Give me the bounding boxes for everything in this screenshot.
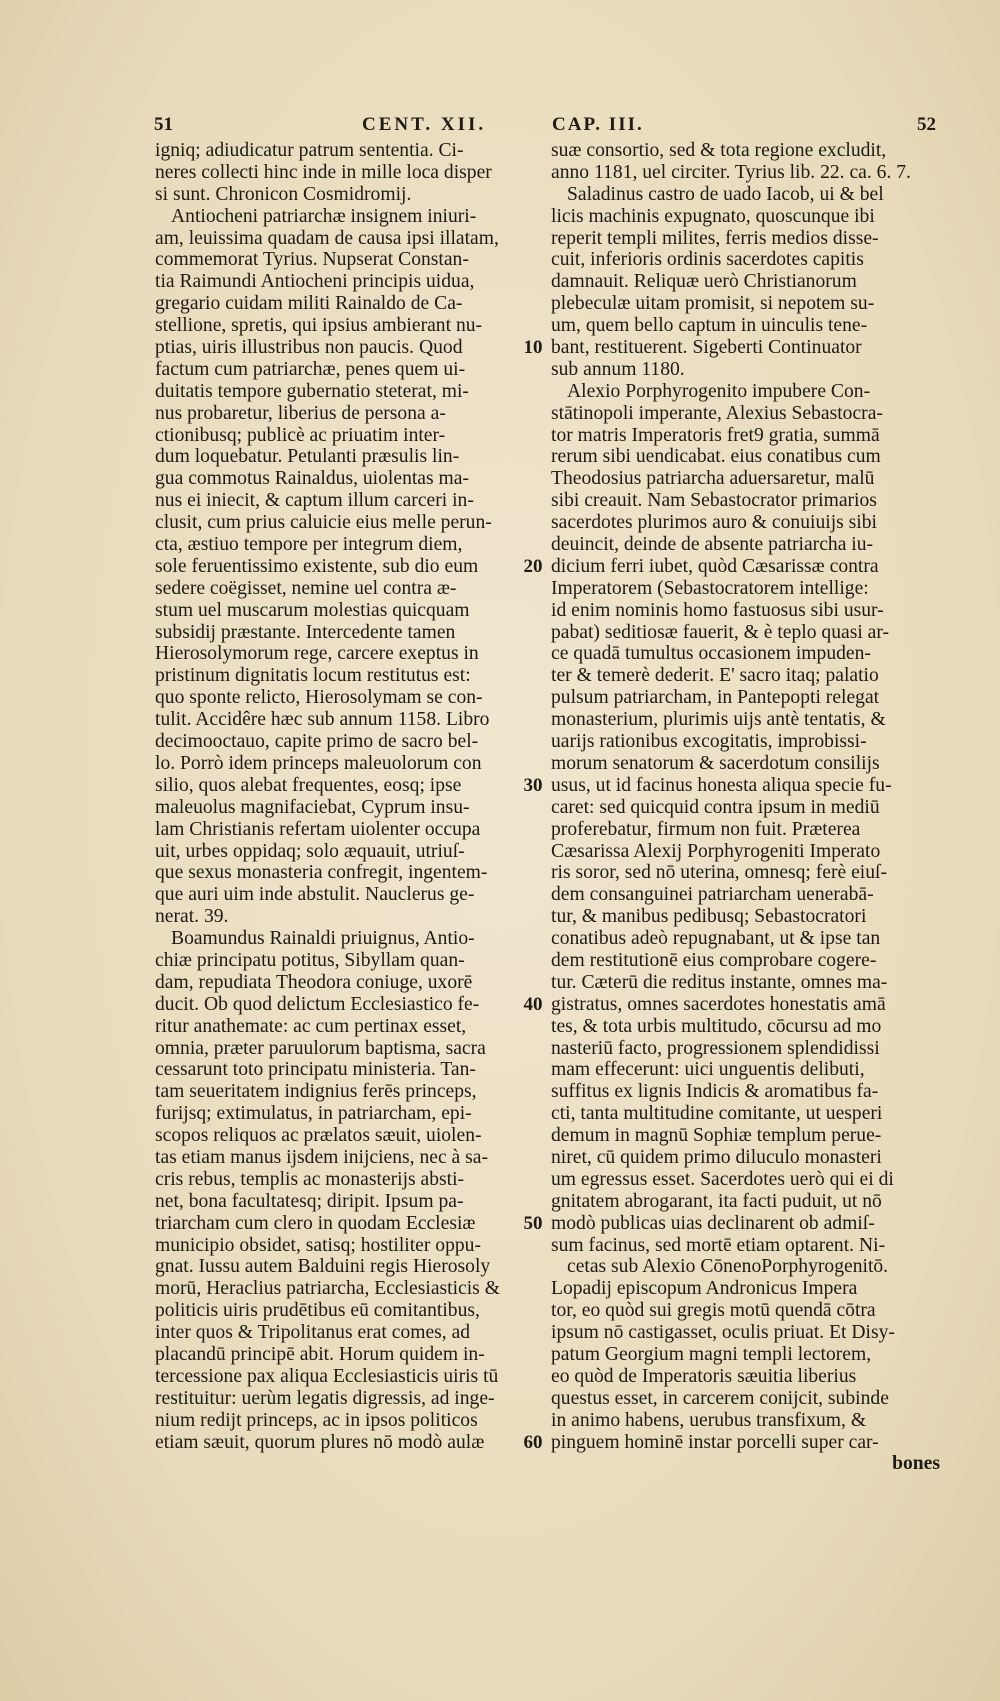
text-line: quo sponte relicto, Hierosolymam se con- — [155, 687, 483, 709]
text-line: tor matris Imperatoris fret9 gratia, summā — [551, 424, 880, 446]
text-line: niret, cū quidem primo diluculo monasteri — [551, 1146, 882, 1168]
text-line: pabat) seditiosæ fauerit, & è teplo quasi ar- — [551, 621, 890, 643]
text-line: caret: sed quicquid contra ipsum in mediū — [551, 796, 880, 818]
text-line: ptias, uiris illustribus non paucis. Quod — [155, 337, 463, 359]
text-line: Hierosolymorum rege, carcere exeptus in — [155, 643, 479, 665]
text-line: factum cum patriarchæ, penes quem ui- — [155, 358, 466, 380]
text-line: silio, quos alebat frequentes, eosq; ipse — [155, 774, 462, 796]
line-number: 50 — [523, 1213, 543, 1235]
text-line: licis machinis expugnato, quoscunque ibi — [551, 205, 875, 227]
text-line: gua commotus Rainaldus, uiolentas ma- — [155, 468, 469, 490]
left-column — [155, 140, 513, 1453]
text-line: modò publicas uias declinarent ob admiſ- — [551, 1212, 875, 1234]
text-line: decimooctauo, capite primo de sacro bel- — [155, 731, 479, 753]
text-line: uarijs rationibus excogitatis, improbissi- — [551, 731, 867, 753]
line-number: 20 — [523, 556, 543, 578]
text-line: igniq; adiudicatur patrum sententia. Ci- — [155, 140, 464, 161]
text-line: anno 1181, uel circiter. Tyrius lib. 22. ca. 6. 7. — [551, 161, 911, 183]
text-line: si sunt. Chronicon Cosmidromij. — [155, 183, 412, 205]
text-line: ritur anathemate: ac cum pertinax esset, — [155, 1015, 467, 1037]
text-line: um egressus esset. Sacerdotes uerò qui ei di — [551, 1168, 894, 1190]
text-line: suæ consortio, sed & tota regione excludit, — [551, 140, 887, 161]
text-line: um, quem bello captum in uinculis tene- — [551, 315, 868, 337]
text-line: am, leuissima quadam de causa ipsi illatam, — [155, 227, 499, 249]
text-line: tulit. Accidêre hæc sub annum 1158. Libro — [155, 709, 490, 731]
text-line: net, bona facultatesq; diripit. Ipsum pa- — [155, 1190, 464, 1212]
text-line: ter & temerè dederit. E' sacro itaq; palatio — [551, 665, 879, 687]
text-line: Boamundus Rainaldi priuignus, Antio- — [171, 928, 475, 950]
text-line: morū, Heraclius patriarcha, Ecclesiasticis & — [155, 1278, 500, 1300]
line-number: 40 — [523, 994, 543, 1016]
text-line: nasteriū facto, progressionem splendidissi — [551, 1037, 880, 1059]
text-line: gnitatem abrogarant, ita facti puduit, ut nō — [551, 1190, 882, 1212]
text-line: dam, repudiata Theodora coniuge, uxorē — [155, 971, 473, 993]
text-line: gnat. Iussu autem Balduini regis Hierosoly — [155, 1256, 491, 1278]
text-line: ipsum nō castigasset, oculis priuat. Et Disy- — [551, 1322, 895, 1344]
text-line: lo. Porrò idem princeps maleuolorum con — [155, 752, 482, 774]
text-line: etiam sæuit, quorum plures nō modò aulæ — [155, 1431, 485, 1453]
text-line: tes, & tota urbis multitudo, cōcursu ad mo — [551, 1015, 882, 1037]
text-line: Theodosius patriarcha aduersaretur, malū — [551, 468, 875, 490]
text-line: dem restitutionē eius comprobare cogere- — [551, 949, 877, 971]
text-line: questus esset, in carcerem conijcit, subinde — [551, 1387, 889, 1409]
line-number: 60 — [523, 1432, 543, 1454]
text-line: nus ei iniecit, & captum illum carceri in- — [155, 490, 474, 512]
text-line: nium redijt princeps, ac in ipsos politicos — [155, 1409, 478, 1431]
text-line: que sexus monasteria confregit, ingentem- — [155, 862, 488, 884]
text-line: cta, æstiuo tempore per integrum diem, — [155, 534, 463, 556]
text-line: tercessione pax aliqua Ecclesiasticis uiris tū — [155, 1365, 499, 1387]
text-line: cuit, inferioris ordinis sacerdotes capitis — [551, 249, 864, 271]
text-line: chiæ principatu potitus, Sibyllam quan- — [155, 949, 465, 971]
text-line: cessarunt toto principatu ministeria. Tan- — [155, 1059, 476, 1081]
text-line: uit, urbes oppidaq; solo æquauit, utriuſ- — [155, 840, 465, 862]
text-line: inter quos & Tripolitanus erat comes, ad — [155, 1322, 471, 1344]
text-line: triarcham cum clero in quodam Ecclesiæ — [155, 1212, 476, 1234]
running-header — [148, 114, 940, 140]
text-line: omnia, præter paruulorum baptisma, sacra — [155, 1037, 486, 1059]
text-line: placandū principē abit. Horum quidem in- — [155, 1343, 485, 1365]
text-line: pulsum patriarcham, in Pantepopti relegat — [551, 687, 880, 709]
text-line: Imperatorem (Sebastocratorem intellige: — [551, 577, 869, 599]
right-column — [551, 140, 940, 1453]
chapter-heading: CAP. III. — [552, 114, 644, 135]
text-line: politicis uiris prudētibus eū comitantibus, — [155, 1300, 480, 1322]
text-line: usus, ut id facinus honesta aliqua specie fu- — [551, 774, 892, 796]
text-line: demum in magnū Sophiæ templum perue- — [551, 1125, 882, 1147]
text-line: plebeculæ uitam promisit, si nepotem su- — [551, 293, 875, 315]
text-line: tam seueritatem indignius ferēs princeps, — [155, 1081, 477, 1103]
text-line: mam effecerunt: uici unguentis delibuti, — [551, 1059, 865, 1081]
text-line: cti, tanta multitudine comitante, ut uesperi — [551, 1103, 883, 1125]
text-line: dicium ferri iubet, quòd Cæsarissæ contra — [551, 555, 879, 577]
text-line: gistratus, omnes sacerdotes honestatis amā — [551, 993, 886, 1015]
text-line: tas etiam manus ijsdem inijciens, nec à sa- — [155, 1146, 488, 1168]
text-line: conatibus adeò repugnabant, ut & ipse tan — [551, 928, 881, 950]
text-line: municipio obsidet, satisq; hostiliter oppu- — [155, 1234, 481, 1256]
text-line: nus probaretur, liberius de persona a- — [155, 402, 446, 424]
text-line: tia Raimundi Antiocheni principis uidua, — [155, 271, 475, 293]
text-line: Lopadij episcopum Andronicus Impera — [551, 1278, 858, 1300]
text-line: sole feruentissimo existente, sub dio eum — [155, 555, 479, 577]
running-title: CENT. XII. — [362, 114, 487, 135]
text-line: subsidij præstante. Intercedente tamen — [155, 621, 456, 643]
text-line: dem consanguinei patriarcham uenerabā- — [551, 884, 874, 906]
text-line: commemorat Tyrius. Nupserat Constan- — [155, 249, 469, 271]
text-line: restituitur: uerùm legatis digressis, ad inge- — [155, 1387, 495, 1409]
text-line: maleuolus magnifaciebat, Cyprum insu- — [155, 796, 470, 818]
text-line: dum loquebatur. Petulanti præsulis lin- — [155, 446, 460, 468]
text-line: Alexio Porphyrogenito impubere Con- — [567, 380, 871, 402]
line-number: 10 — [523, 337, 543, 359]
text-line: sibi creauit. Nam Sebastocrator primarios — [551, 490, 877, 512]
text-line: Cæsarissa Alexij Porphyrogeniti Imperato — [551, 840, 881, 862]
text-line: scopos reliquos ac prælatos sæuit, uiolen- — [155, 1125, 482, 1147]
text-line: ce quadā tumultus occasionem impuden- — [551, 643, 871, 665]
page-number-left: 51 — [154, 114, 173, 135]
text-line: ris soror, sed nō uterina, omnesq; ferè eiuſ- — [551, 862, 888, 884]
text-line: ducit. Ob quod delictum Ecclesiastico fe- — [155, 993, 480, 1015]
text-line: Antiocheni patriarchæ insignem iniuri- — [171, 205, 477, 227]
text-line: in animo habens, uerubus transfixum, & — [551, 1409, 867, 1431]
text-line: cris rebus, templis ac monasterijs absti- — [155, 1168, 465, 1190]
text-line: cetas sub Alexio CōnenoPorphyrogenitō. — [567, 1256, 889, 1278]
text-line: sum facinus, sed mortē etiam optarent. Ni- — [551, 1234, 886, 1256]
text-line: rerum sibi uendicabat. eius conatibus cum — [551, 446, 881, 468]
text-line: tur. Cæterū die reditus instante, omnes ma- — [551, 971, 888, 993]
catchword: bones — [892, 1453, 940, 1474]
text-line: stum uel muscarum molestias quicquam — [155, 599, 470, 621]
text-line: pristinum dignitatis locum restitutus est: — [155, 665, 471, 687]
text-line: clusit, cum prius caluicie eius melle perun- — [155, 512, 492, 534]
text-line: nerat. 39. — [155, 906, 229, 928]
text-line: id enim nominis homo fastuosus sibi usur- — [551, 599, 884, 621]
text-line: neres collecti hinc inde in mille loca disper — [155, 161, 492, 183]
line-number: 30 — [523, 775, 543, 797]
text-line: stellione, spretis, qui ipsius ambierant nu- — [155, 315, 483, 337]
text-line: sacerdotes plurimos auro & conuiuijs sibi — [551, 512, 877, 534]
text-line: eo quòd de Imperatoris sæuitia liberius — [551, 1365, 857, 1387]
text-line: damnauit. Reliquæ uerò Christianorum — [551, 271, 857, 293]
text-line: bant, restituerent. Sigeberti Continuator — [551, 337, 862, 359]
text-line: proferebatur, firmum non fuit. Præterea — [551, 818, 861, 840]
text-line: reperit templi milites, ferris medios disse- — [551, 227, 879, 249]
text-line: lam Christianis refertam uiolenter occupa — [155, 818, 481, 840]
text-line: stātinopoli imperante, Alexius Sebastocra- — [551, 402, 883, 424]
text-line: duitatis tempore gubernatio steterat, mi- — [155, 380, 469, 402]
text-line: sub annum 1180. — [551, 358, 685, 380]
text-line: suffitus ex lignis Indicis & aromatibus fa- — [551, 1081, 879, 1103]
text-line: monasterium, plurimis uijs antè tentatis, & — [551, 709, 886, 731]
text-line: ctionibusq; publicè ac priuatim inter- — [155, 424, 446, 446]
text-line: furijsq; extimulatus, in patriarcham, epi- — [155, 1103, 472, 1125]
text-line: pinguem hominē instar porcelli super car- — [551, 1431, 879, 1453]
text-line: morum senatorum & sacerdotum consilijs — [551, 752, 880, 774]
text-line: tur, & manibus pedibusq; Sebastocratori — [551, 906, 867, 928]
page-number-right: 52 — [917, 114, 936, 135]
text-line: patum Georgium magni templi lectorem, — [551, 1343, 872, 1365]
text-line: sedere coëgisset, nemine uel contra æ- — [155, 577, 457, 599]
text-line: deuincit, deinde de absente patriarcha iu- — [551, 534, 874, 556]
text-line: tor, eo quòd sui gregis motū quendā cōtra — [551, 1300, 876, 1322]
text-line: Saladinus castro de uado Iacob, ui & bel — [567, 183, 884, 205]
text-line: gregario cuidam militi Rainaldo de Ca- — [155, 293, 463, 315]
text-line: que auri uim inde abstulit. Nauclerus ge- — [155, 884, 475, 906]
